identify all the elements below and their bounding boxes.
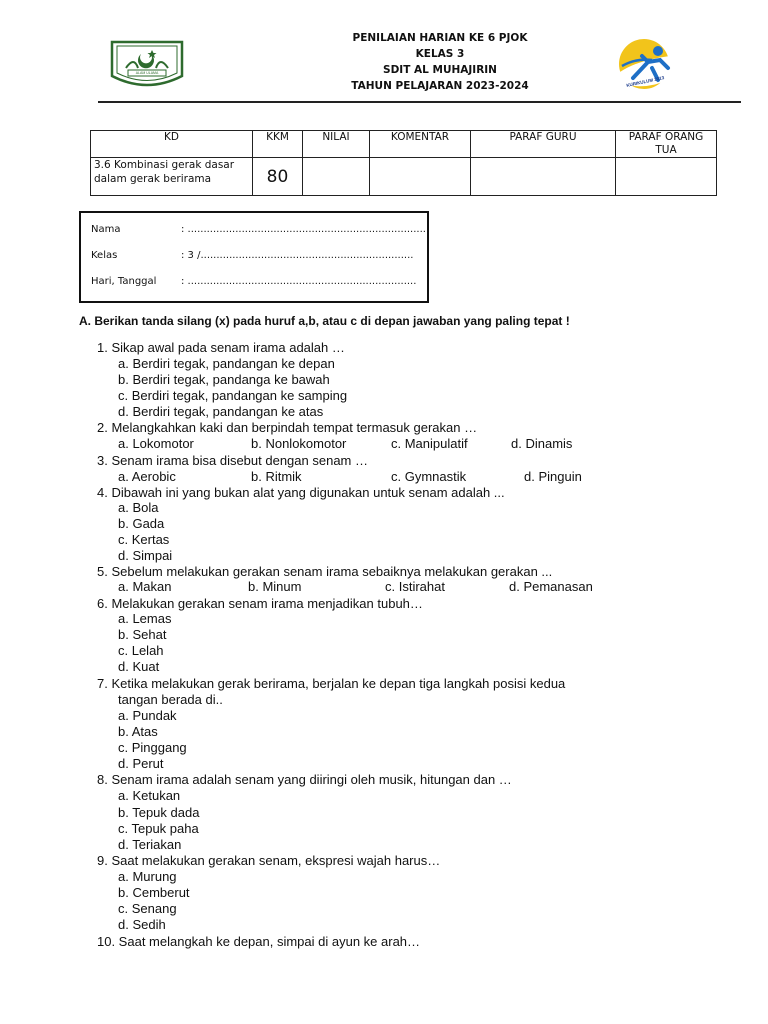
- kd-table-header-row: [91, 131, 717, 158]
- question-2: 2. Melangkahkan kaki dan berpindah tempat termasuk gerakan …: [97, 420, 478, 435]
- question-2-option-d[interactable]: d. Dinamis: [511, 436, 573, 451]
- nama-label: Nama: [91, 224, 121, 235]
- header-title: PENILAIAN HARIAN KE 6 PJOK: [352, 32, 528, 44]
- question-1-option-b[interactable]: b. Berdiri tegak, pandanga ke bawah: [118, 372, 330, 387]
- question-7: 7. Ketika melakukan gerak berirama, berjalan ke depan tiga langkah posisi kedua: [97, 676, 566, 691]
- question-3-option-d[interactable]: d. Pinguin: [524, 469, 582, 484]
- question-3: 3. Senam irama bisa disebut dengan senam …: [97, 453, 368, 468]
- question-9-option-a[interactable]: a. Murung: [118, 869, 177, 884]
- question-7-option-b[interactable]: b. Atas: [118, 724, 158, 739]
- question-4: 4. Dibawah ini yang bukan alat yang digunakan untuk senam adalah ...: [97, 485, 505, 500]
- paraf-orang-tua-cell[interactable]: [616, 158, 717, 196]
- question-1-option-d[interactable]: d. Berdiri tegak, pandangan ke atas: [118, 404, 324, 419]
- question-2-option-b[interactable]: b. Nonlokomotor: [251, 436, 347, 451]
- kurikulum-logo: [608, 38, 688, 94]
- paraf-guru-header: PARAF GURU: [471, 131, 616, 158]
- question-2-option-a[interactable]: a. Lokomotor: [118, 436, 194, 451]
- question-9-option-b[interactable]: b. Cemberut: [118, 885, 190, 900]
- question-1-option-a[interactable]: a. Berdiri tegak, pandangan ke depan: [118, 356, 335, 371]
- question-5-option-b[interactable]: b. Minum: [248, 579, 302, 594]
- question-8-option-a[interactable]: a. Ketukan: [118, 788, 181, 803]
- header-year: TAHUN PELAJARAN 2023-2024: [351, 80, 529, 92]
- question-5: 5. Sebelum melakukan gerakan senam irama sebaiknya melakukan gerakan ...: [97, 564, 553, 579]
- question-6: 6. Melakukan gerakan senam irama menjadikan tubuh…: [97, 596, 423, 611]
- tanggal-label: Hari, Tanggal: [91, 276, 157, 287]
- header-class: KELAS 3: [415, 48, 465, 60]
- question-3-option-a[interactable]: a. Aerobic: [118, 469, 176, 484]
- komentar-header: KOMENTAR: [370, 131, 471, 158]
- question-6-option-b[interactable]: b. Sehat: [118, 627, 167, 642]
- question-8-option-d[interactable]: d. Teriakan: [118, 837, 182, 852]
- question-3-option-c[interactable]: c. Gymnastik: [391, 469, 467, 484]
- question-5-option-d[interactable]: d. Pemanasan: [509, 579, 593, 594]
- tanggal-field[interactable]: : ........................................................................: [181, 276, 417, 287]
- question-8: 8. Senam irama adalah senam yang diiringi oleh musik, hitungan dan …: [97, 772, 512, 787]
- question-4-option-d[interactable]: d. Simpai: [118, 548, 173, 563]
- question-6-option-c[interactable]: c. Lelah: [118, 643, 164, 658]
- question-9-option-c[interactable]: c. Senang: [118, 901, 177, 916]
- kd-table-row: [91, 158, 717, 196]
- question-7-option-c[interactable]: c. Pinggang: [118, 740, 187, 755]
- kelas-field[interactable]: : 3 /...................................................................: [181, 250, 414, 261]
- question-8-option-c[interactable]: c. Tepuk paha: [118, 821, 199, 836]
- kd-cell: 3.6 Kombinasi gerak dasar dalam gerak berirama: [91, 158, 253, 196]
- section-a-instruction: A. Berikan tanda silang (x) pada huruf a,b, atau c di depan jawaban yang paling tepat !: [79, 314, 570, 328]
- kelas-label: Kelas: [91, 250, 118, 261]
- question-6-option-d[interactable]: d. Kuat: [118, 659, 160, 674]
- question-5-option-a[interactable]: a. Makan: [118, 579, 172, 594]
- komentar-cell[interactable]: [370, 158, 471, 196]
- paraf-guru-cell[interactable]: [471, 158, 616, 196]
- question-4-option-c[interactable]: c. Kertas: [118, 532, 170, 547]
- kurikulum-logo-text: KURIKULUM 2013: [625, 75, 665, 88]
- school-logo: [108, 38, 186, 92]
- question-4-option-b[interactable]: b. Gada: [118, 516, 165, 531]
- question-5-option-c[interactable]: c. Istirahat: [385, 579, 445, 594]
- kkm-header: KKM: [253, 131, 303, 158]
- question-9: 9. Saat melakukan gerakan senam, ekspresi wajah harus…: [97, 853, 441, 868]
- question-2-option-c[interactable]: c. Manipulatif: [391, 436, 468, 451]
- nilai-header: NILAI: [303, 131, 370, 158]
- kd-table: [90, 130, 717, 196]
- kkm-cell: 80: [253, 158, 303, 196]
- header-divider: [98, 101, 741, 103]
- student-identity-box: [79, 211, 429, 303]
- kd-header: KD: [91, 131, 253, 158]
- question-3-option-b[interactable]: b. Ritmik: [251, 469, 302, 484]
- nilai-cell[interactable]: [303, 158, 370, 196]
- question-10: 10. Saat melangkah ke depan, simpai di ayun ke arah…: [97, 934, 421, 949]
- question-8-option-b[interactable]: b. Tepuk dada: [118, 805, 200, 820]
- document-header: [300, 30, 580, 94]
- header-school: SDIT AL MUHAJIRIN: [383, 64, 497, 76]
- question-9-option-d[interactable]: d. Sedih: [118, 917, 166, 932]
- question-7-option-a[interactable]: a. Pundak: [118, 708, 177, 723]
- school-logo-text: ALAM ULAMA: [135, 71, 159, 75]
- question-1-option-c[interactable]: c. Berdiri tegak, pandangan ke samping: [118, 388, 348, 403]
- nama-field[interactable]: : ............................................................................: [181, 224, 430, 235]
- paraf-orang-tua-header: PARAF ORANG TUA: [616, 131, 717, 158]
- question-6-option-a[interactable]: a. Lemas: [118, 611, 172, 626]
- question-7-continued: tangan berada di..: [118, 692, 223, 707]
- question-7-option-d[interactable]: d. Perut: [118, 756, 164, 771]
- question-4-option-a[interactable]: a. Bola: [118, 500, 159, 515]
- question-1: 1. Sikap awal pada senam irama adalah …: [97, 340, 345, 355]
